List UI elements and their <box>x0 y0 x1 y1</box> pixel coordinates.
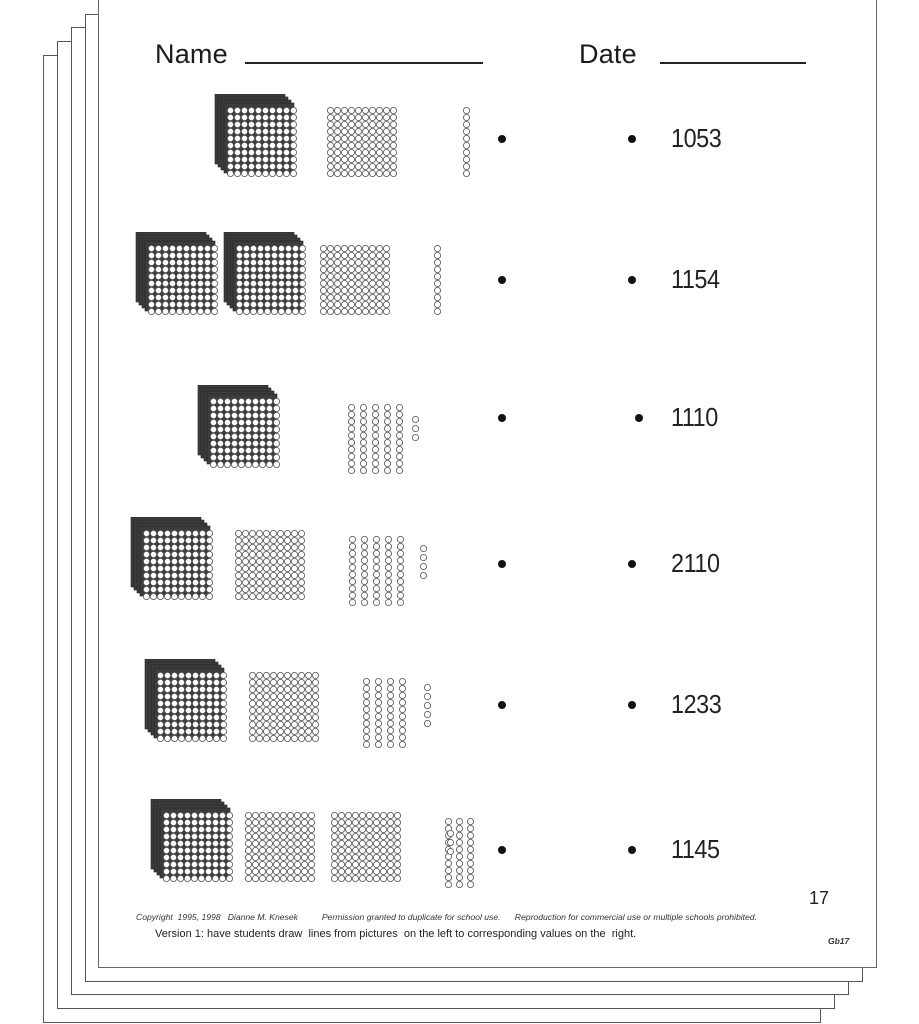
hundred-flat-icon <box>330 811 402 883</box>
picture-match-point[interactable] <box>498 846 506 854</box>
unit-bead-icon <box>411 433 420 442</box>
worksheet-code: Gb17 <box>828 936 850 946</box>
value-match-point[interactable] <box>628 701 636 709</box>
unit-bead-icon <box>423 701 432 710</box>
worksheet-page <box>98 0 877 968</box>
ten-rod-icon <box>362 677 371 749</box>
unit-bead-icon <box>423 710 432 719</box>
thousand-cube-icon <box>197 385 281 469</box>
ten-rod-icon <box>371 403 380 475</box>
unit-bead-icon <box>446 838 455 847</box>
hundred-flat-icon <box>234 529 306 601</box>
copyright-notice: Copyright 1995, 1998 Dianne M. Knesek Permission granted to duplicate for school use. Reproduction for commercial use or multiple schools prohibited. <box>136 912 757 922</box>
value-match-point[interactable] <box>628 135 636 143</box>
ten-rod-icon <box>433 244 442 316</box>
value-label: 1053 <box>671 123 722 153</box>
date-field[interactable] <box>660 62 806 64</box>
ten-rod-icon <box>386 677 395 749</box>
value-match-point[interactable] <box>628 276 636 284</box>
ten-rod-icon <box>348 535 357 607</box>
thousand-cube-icon <box>130 517 214 601</box>
hundred-flat-icon <box>326 106 398 178</box>
ten-rod-icon <box>455 817 464 889</box>
value-label: 1110 <box>671 402 718 432</box>
hundred-flat-icon <box>244 811 316 883</box>
value-label: 1233 <box>671 689 722 719</box>
hundred-flat-icon <box>248 671 320 743</box>
unit-bead-icon <box>423 683 432 692</box>
unit-bead-icon <box>446 847 455 856</box>
thousand-cube-icon <box>150 799 234 883</box>
value-label: 1145 <box>671 834 720 864</box>
instructions-text: Version 1: have students draw lines from pictures on the left to corresponding values on the right. <box>155 928 637 940</box>
ten-rod-icon <box>466 817 475 889</box>
ten-rod-icon <box>398 677 407 749</box>
ten-rod-icon <box>384 535 393 607</box>
unit-bead-icon <box>419 562 428 571</box>
thousand-cube-icon <box>144 659 228 743</box>
ten-rod-icon <box>359 403 368 475</box>
ten-rod-icon <box>360 535 369 607</box>
picture-match-point[interactable] <box>498 135 506 143</box>
unit-bead-icon <box>419 571 428 580</box>
value-match-point[interactable] <box>628 846 636 854</box>
ten-rod-icon <box>396 535 405 607</box>
thousand-cube-icon <box>214 94 298 178</box>
picture-match-point[interactable] <box>498 701 506 709</box>
unit-bead-icon <box>411 424 420 433</box>
unit-bead-icon <box>446 829 455 838</box>
unit-bead-icon <box>423 692 432 701</box>
ten-rod-icon <box>462 106 471 178</box>
name-label: Name <box>155 39 228 69</box>
unit-bead-icon <box>411 415 420 424</box>
unit-bead-icon <box>423 719 432 728</box>
ten-rod-icon <box>372 535 381 607</box>
value-match-point[interactable] <box>628 560 636 568</box>
name-field[interactable] <box>245 62 483 64</box>
value-label: 2110 <box>671 548 720 578</box>
picture-match-point[interactable] <box>498 276 506 284</box>
picture-match-point[interactable] <box>498 414 506 422</box>
value-match-point[interactable] <box>635 414 643 422</box>
unit-bead-icon <box>419 553 428 562</box>
hundred-flat-icon <box>319 244 391 316</box>
page-number: 17 <box>809 888 830 908</box>
date-label: Date <box>579 39 637 69</box>
ten-rod-icon <box>383 403 392 475</box>
ten-rod-icon <box>347 403 356 475</box>
picture-match-point[interactable] <box>498 560 506 568</box>
thousand-cube-icon <box>135 232 219 316</box>
ten-rod-icon <box>374 677 383 749</box>
ten-rod-icon <box>395 403 404 475</box>
thousand-cube-icon <box>223 232 307 316</box>
value-label: 1154 <box>671 264 720 294</box>
unit-bead-icon <box>419 544 428 553</box>
